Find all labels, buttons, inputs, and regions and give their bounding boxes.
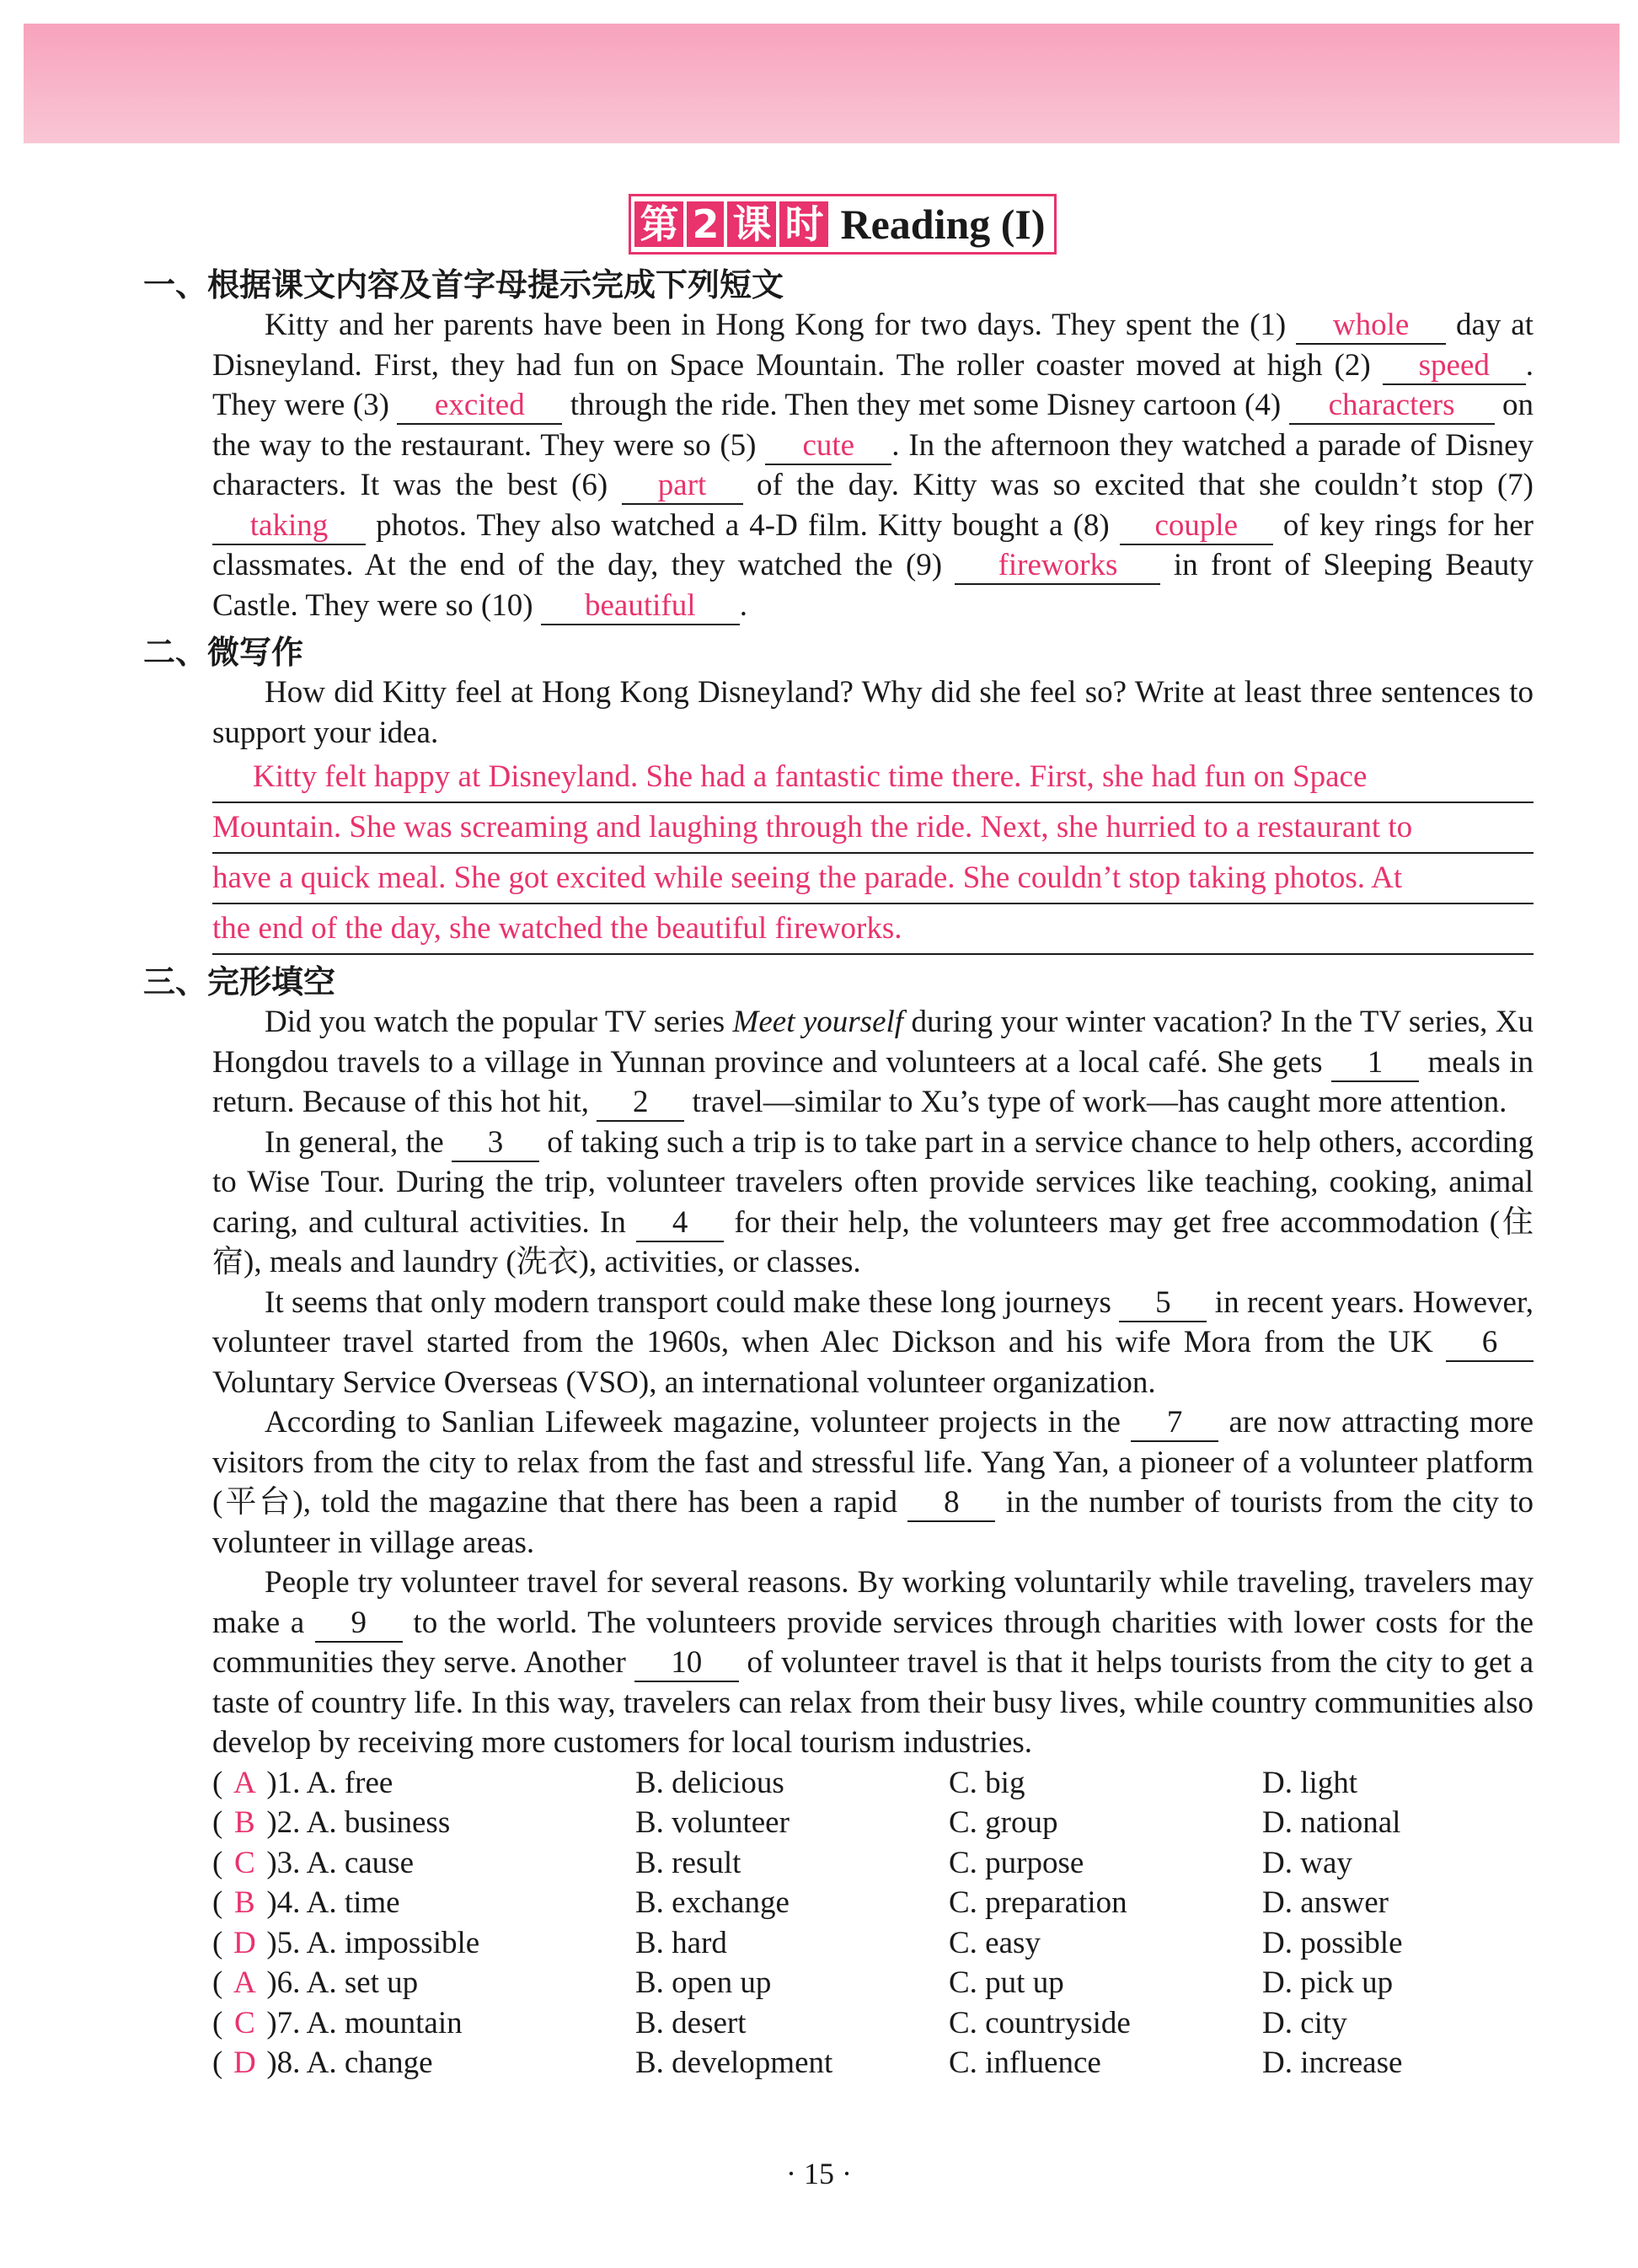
lesson-title-row: [152, 194, 1534, 255]
cloze-paragraph: Did you watch the popular TV series Meet yourself during your winter vacation? In the TV series, Xu Hongdou travels to a village in Yunnan province and volunteers at a local café. She gets 1 meals in return. Because of this hot hit, 2 travel—similar to Xu’s type of work—has caught more attention.: [212, 1002, 1534, 1123]
writing-prompt: How did Kitty feel at Hong Kong Disneyland? Why did she feel so? Write at least three sentences to support your idea.: [212, 675, 1534, 750]
answer-blank[interactable]: whole: [1296, 308, 1446, 345]
question-row: ( B )2. A. business B. volunteer C. group D. national: [212, 1803, 1534, 1843]
question-option-b: B. result: [635, 1845, 741, 1880]
question-option-b: B. open up: [635, 1965, 772, 2000]
lesson-title: Reading (I): [840, 201, 1046, 248]
question-option-a: 2. A. business: [276, 1805, 451, 1840]
question-answer[interactable]: D: [233, 1925, 256, 1960]
question-option-c: C. preparation: [949, 1885, 1127, 1920]
cloze-blank: 3: [452, 1125, 539, 1162]
question-option-d: D. way: [1262, 1845, 1352, 1880]
header-band: [24, 24, 1619, 143]
question-option-c: C. put up: [949, 1965, 1064, 2000]
question-option-a: 1. A. free: [276, 1765, 393, 1800]
writing-line: have a quick meal. She got excited while seeing the parade. She couldn’t stop taking photos. At: [212, 854, 1534, 904]
question-option-d: D. city: [1262, 2005, 1347, 2040]
section1-passage: Kitty and her parents have been in Hong Kong for two days. They spent the (1) whole day at Disneyland. First, they had fun on Space Mountain. The roller coaster moved at high (2) speed . They were (3) excited through the ride. Then they met some Disney cartoon (4) characters on the way to the restaurant. They were so (5) cute . In the afternoon they watched a parade of Disney characters. It was the best (6) part of the day. Kitty was so excited that she couldn’t stop (7) taking photos. They also watched a 4-D film. Kitty bought a (8) couple of key rings for her classmates. At the end of the day, they watched the (9) fireworks in front of Sleeping Beauty Castle. They were so (10) beautiful .: [212, 305, 1534, 625]
question-option-d: D. light: [1262, 1765, 1358, 1800]
question-option-c: C. big: [949, 1765, 1025, 1800]
cloze-blank: 10: [634, 1645, 739, 1682]
cloze-blank: 4: [636, 1205, 724, 1242]
question-row: ( C )3. A. cause B. result C. purpose D. way: [212, 1843, 1534, 1884]
page-number: · 15 ·: [786, 2157, 852, 2190]
question-option-b: B. exchange: [635, 1885, 790, 1920]
question-option-a: 3. A. cause: [276, 1845, 415, 1880]
lesson-badge-char: 课: [727, 201, 776, 248]
question-option-a: 8. A. change: [276, 2045, 433, 2080]
answer-blank[interactable]: part: [622, 468, 743, 505]
question-answer[interactable]: B: [233, 1885, 255, 1920]
writing-line: Kitty felt happy at Disneyland. She had a fantastic time there. First, she had fun on Space: [212, 753, 1534, 803]
worksheet-page: [143, 194, 1534, 2083]
question-option-c: C. easy: [949, 1925, 1041, 1960]
question-answer[interactable]: D: [233, 2045, 256, 2080]
question-row: ( B )4. A. time B. exchange C. preparation D. answer: [212, 1883, 1534, 1923]
question-option-d: D. possible: [1262, 1925, 1403, 1960]
writing-line: Mountain. She was screaming and laughing through the ride. Next, she hurried to a restaurant to: [212, 803, 1534, 854]
lesson-title-box: [629, 194, 1056, 255]
question-option-b: B. development: [635, 2045, 833, 2080]
cloze-blank: 5: [1119, 1285, 1207, 1322]
answer-blank[interactable]: cute: [765, 428, 891, 465]
question-option-b: B. volunteer: [635, 1805, 790, 1840]
cloze-blank: 1: [1331, 1045, 1419, 1082]
question-option-b: B. desert: [635, 2005, 747, 2040]
question-option-a: 6. A. set up: [276, 1965, 419, 2000]
answer-blank[interactable]: taking: [212, 508, 366, 545]
question-option-b: B. hard: [635, 1925, 727, 1960]
lesson-badge-char: 2: [687, 201, 724, 248]
question-answer[interactable]: C: [233, 1845, 255, 1880]
question-option-d: D. increase: [1262, 2045, 1403, 2080]
question-row: ( D )5. A. impossible B. hard C. easy D. possible: [212, 1923, 1534, 1964]
question-option-c: C. group: [949, 1805, 1058, 1840]
question-row: ( D )8. A. change B. development C. influence D. increase: [212, 2043, 1534, 2083]
cloze-blank: 8: [907, 1485, 995, 1522]
multiple-choice-list: [212, 1763, 1534, 2083]
question-option-c: C. influence: [949, 2045, 1101, 2080]
question-answer[interactable]: A: [233, 1765, 256, 1800]
question-option-d: D. national: [1262, 1805, 1401, 1840]
section2-heading: 二、微写作: [143, 634, 304, 671]
cloze-paragraph: It seems that only modern transport could make these long journeys 5 in recent years. However, volunteer travel started from the 1960s, when Alec Dickson and his wife Mora from the UK 6 Voluntary Service Overseas (VSO), an international volunteer organization.: [212, 1284, 1534, 1400]
answer-blank[interactable]: excited: [397, 388, 562, 425]
cloze-blank: 6: [1446, 1325, 1534, 1362]
cloze-paragraph: In general, the 3 of taking such a trip is to take part in a service chance to help others, according to Wise Tour. During the trip, volunteer travelers often provide services like teaching, cooking, animal caring, and cultural activities. In 4 for their help, the volunteers may get free accommodation (住宿), meals and laundry (洗衣), activities, or classes.: [212, 1124, 1534, 1279]
answer-blank[interactable]: beautiful: [541, 588, 740, 625]
question-option-c: C. countryside: [949, 2005, 1131, 2040]
cloze-blank: 9: [315, 1606, 403, 1643]
section3-heading: 三、完形填空: [143, 963, 336, 1000]
question-option-c: C. purpose: [949, 1845, 1084, 1880]
question-option-d: D. pick up: [1262, 1965, 1394, 2000]
question-option-a: 4. A. time: [276, 1885, 400, 1920]
section1-heading: 一、根据课文内容及首字母提示完成下列短文: [143, 266, 784, 303]
question-option-a: 7. A. mountain: [276, 2005, 463, 2040]
answer-blank[interactable]: couple: [1120, 508, 1273, 545]
cloze-blank: 7: [1131, 1405, 1218, 1442]
writing-line: the end of the day, she watched the beautiful fireworks.: [212, 904, 1534, 955]
cloze-paragraph: People try volunteer travel for several reasons. By working voluntarily while traveling, travelers may make a 9 to the world. The volunteers provide services through charities with lower costs for the communities they serve. Another 10 of volunteer travel is that it helps tourists from the city to get a taste of country life. In this way, travelers can relax from their busy lives, while country communities also develop by receiving more customers for local tourism industries.: [212, 1565, 1534, 1760]
lesson-badge-char: 时: [779, 201, 828, 248]
answer-blank[interactable]: characters: [1289, 388, 1495, 425]
cloze-blank: 2: [597, 1085, 684, 1122]
question-option-d: D. answer: [1262, 1885, 1389, 1920]
cloze-paragraph: According to Sanlian Lifeweek magazine, volunteer projects in the 7 are now attracting more visitors from the city to relax from the fast and stressful life. Yang Yan, a pioneer of a volunteer platform (平台), told the magazine that there has been a rapid 8 in the number of tourists from the city to volunteer in village areas.: [212, 1405, 1534, 1560]
question-answer[interactable]: C: [233, 2005, 255, 2040]
question-row: ( A )1. A. free B. delicious C. big D. light: [212, 1763, 1534, 1804]
question-answer[interactable]: A: [233, 1965, 256, 2000]
lesson-badge-char: 第: [634, 201, 683, 248]
writing-answer[interactable]: [212, 753, 1534, 955]
answer-blank[interactable]: speed: [1383, 348, 1526, 385]
question-answer[interactable]: B: [233, 1805, 255, 1840]
answer-blank[interactable]: fireworks: [955, 548, 1160, 585]
question-row: ( A )6. A. set up B. open up C. put up D. pick up: [212, 1963, 1534, 2003]
question-option-a: 5. A. impossible: [276, 1925, 480, 1960]
question-row: ( C )7. A. mountain B. desert C. countryside D. city: [212, 2003, 1534, 2044]
question-option-b: B. delicious: [635, 1765, 784, 1800]
